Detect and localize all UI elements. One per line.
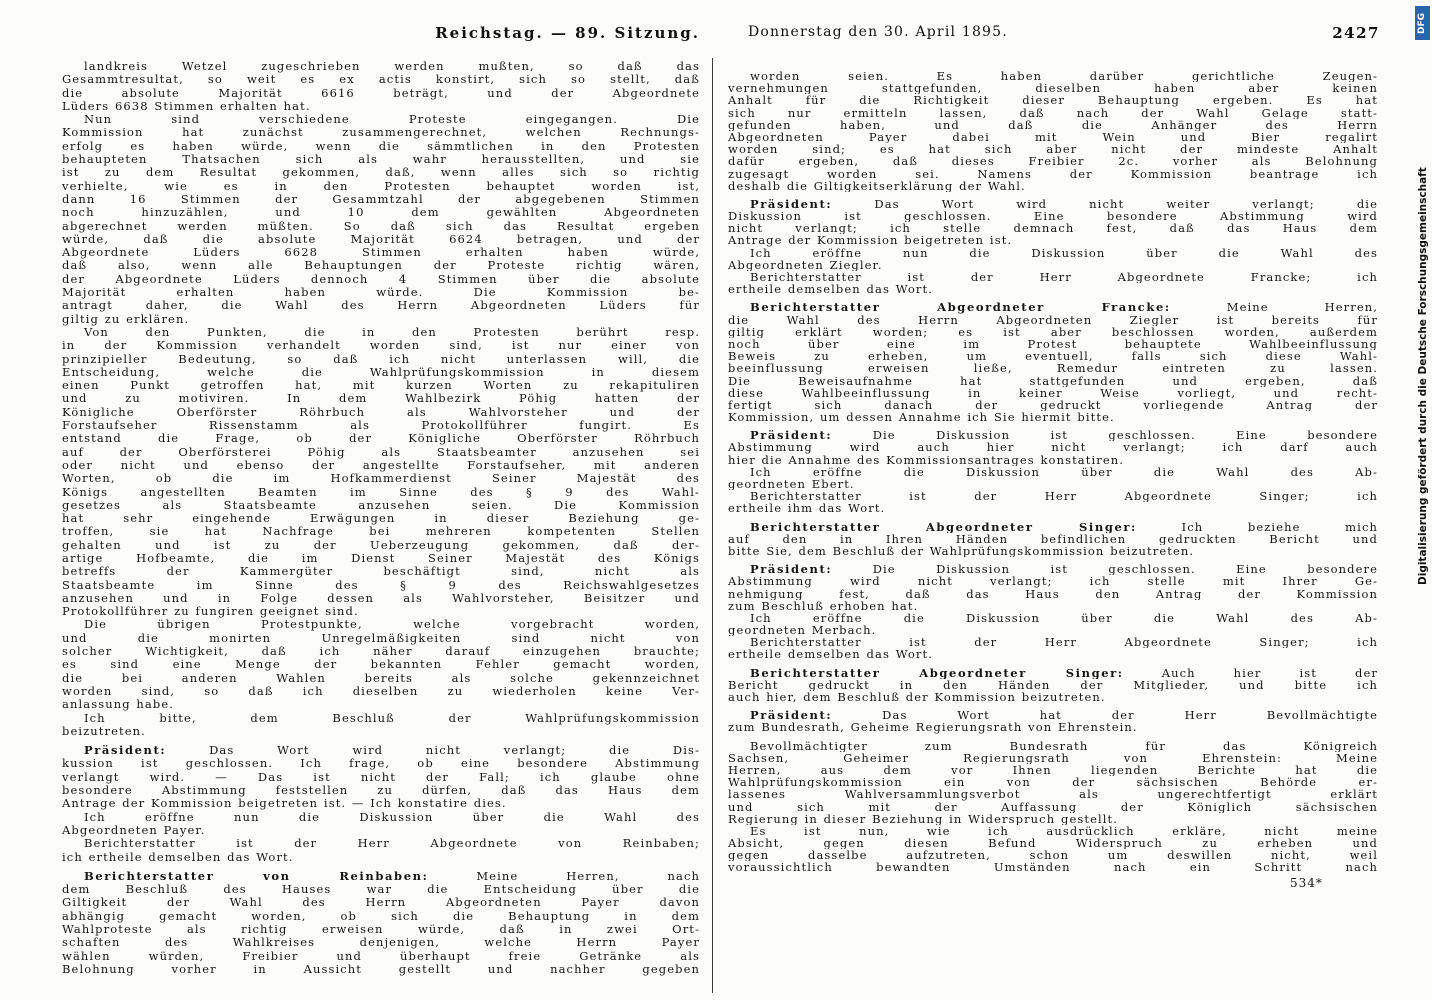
text-line: die bei anderen Wahlen bereits als solche gekennzeichnet: [62, 671, 700, 685]
speaker-name: Präsident:: [750, 709, 833, 722]
text-line: erfolg es haben würde, wenn die sämmtlichen in den Protesten: [62, 139, 700, 153]
text-line: fertigt sich danach der gedruckt vorliegende Antrag der: [728, 398, 1378, 412]
dfg-logo-icon: DFG: [1415, 6, 1430, 40]
paragraph: [62, 712, 700, 739]
text-line: wählen würden, Freibier und überhaupt freie Getränke als: [62, 949, 700, 963]
text-line: daß also, wenn alle Behauptungen der Proteste richtig wären,: [62, 259, 700, 273]
text-line: geordneten Ebert.: [728, 478, 855, 491]
speaker-name: Berichterstatter Abgeordneter Singer:: [750, 666, 1124, 679]
text-line: Belohnung vorher in Aussicht gestellt und nachher gegeben: [62, 962, 700, 976]
text-line: [728, 709, 1378, 721]
digitization-credit: Digitalisierung gefördert durch die Deutsche Forschungsgemeinschaft: [1417, 167, 1429, 585]
text-line: entstand die Frage, ob der Königliche Oberförster Röhrbuch: [62, 432, 700, 446]
text-column-left: [62, 60, 700, 976]
speech-paragraph: [728, 740, 1378, 825]
text-line: beizutreten.: [62, 724, 146, 738]
text-line: oder nicht und ebenso der angestellte Forstaufseher, mit anderen: [62, 458, 700, 472]
text-line: behaupteten Thatsachen sich als wahr herausstellten, und sie: [62, 153, 700, 167]
text-line: schaften des Wahlkreises denjenigen, welche Herrn Payer: [62, 936, 700, 950]
text-line: noch hinzuzählen, und 10 dem gewählten Abgeordneten: [62, 206, 700, 220]
text-line: giltig zu erklären.: [62, 312, 190, 326]
text-line: kussion ist geschlossen. Ich frage, ob eine besondere Abstimmung: [62, 757, 700, 771]
text-line: Ich eröffne nun die Diskussion über die Wahl des: [750, 246, 1378, 259]
text-line: nicht verlangt; ich stelle demnach fest, daß das Haus dem: [728, 222, 1378, 235]
text-line: beeinflussung erweisen ließe, Remedur eintreten zu lassen.: [728, 362, 1378, 375]
text-line: Berichterstatter ist der Herr Abgeordnete Francke; ich: [750, 271, 1378, 284]
paragraph: [728, 825, 1378, 874]
speaker-name: Präsident:: [84, 744, 167, 758]
text-line: der Abgeordnete Lüders dennoch 4 Stimmen über die absolute: [62, 272, 700, 286]
paragraph: [728, 271, 1378, 295]
text-line: einen Punkt getroffen hat, mit kurzen Worten zu rekapituliren: [62, 379, 700, 393]
text-line: würde, daß die absolute Majorität 6624 betragen, und der: [62, 232, 700, 246]
text-line: Antrage der Kommission beigetreten ist.: [728, 234, 1013, 247]
paragraph: [728, 490, 1378, 514]
text-line: zum Bundesrath, Geheime Regierungsrath von Ehrenstein.: [728, 721, 1138, 734]
speech-paragraph: [728, 198, 1378, 247]
speech-paragraph: [728, 563, 1378, 612]
speech-text: Das Wort wird nicht weiter verlangt; die: [874, 197, 1378, 211]
text-line: Abstimmung wird nicht verlangt; ich stelle mit Ihrer Ge-: [728, 575, 1378, 588]
text-line: abgerechnet werden müßten. So daß sich das Resultat ergeben: [62, 219, 700, 233]
text-line: sich nur ermitteln lassen, daß nach der Wahl Gelage statt-: [728, 106, 1378, 119]
text-line: Nun sind verschiedene Proteste eingegangen. Die: [84, 113, 700, 127]
paragraph: [62, 618, 700, 711]
text-line: nehmigung fest, daß das Haus den Antrag der Kommission: [728, 587, 1378, 600]
speech-text: Das Wort hat der Herr Bevollmächtigte: [882, 709, 1378, 722]
text-line: Ich bitte, dem Beschluß der Wahlprüfungskommission: [84, 711, 700, 725]
speaker-name: Präsident:: [750, 197, 833, 211]
text-line: hat sehr eingehende Erwägungen in dieser Beziehung ge-: [62, 512, 700, 526]
text-line: gefunden haben, und daß die Anhänger des Herrn: [728, 118, 1378, 131]
text-line: noch über eine im Protest behauptete Wahlbeeinflussung: [728, 337, 1378, 351]
text-line: Worten, ob die im Hofkammerdienst Seiner Majestät des: [62, 472, 700, 486]
text-line: Ich eröffne die Diskussion über die Wahl des Ab-: [750, 465, 1378, 478]
text-line: auf der Oberförsterei Pöhig als Staatsbeamter anzusehen sei: [62, 445, 700, 459]
text-line: anlassung habe.: [62, 698, 175, 712]
text-line: Giltigkeit der Wahl des Herrn Abgeordneten Payer davon: [62, 896, 700, 910]
text-line: gehalten und ist zu der Ueberzeugung gekommen, daß der-: [62, 538, 700, 552]
paragraph: [728, 636, 1378, 660]
speaker-name: Präsident:: [750, 429, 833, 442]
text-line: hier die Annahme des Kommissionsantrages konstatiren.: [728, 453, 1125, 466]
text-line: [728, 429, 1378, 441]
speech-paragraph: [62, 870, 700, 976]
page-number: 2427: [1332, 24, 1380, 42]
text-line: Wahlprüfungskommission ein von der sächsischen Behörde er-: [728, 776, 1378, 789]
text-line: Königliche Oberförster Röhrbuch als Wahlvorsteher und der: [62, 405, 700, 419]
text-line: Herren, aus dem vor Ihnen liegenden Berichte hat die: [728, 763, 1378, 777]
text-line: verhielte, wie es in den Protesten behauptet worden ist,: [62, 179, 700, 193]
text-line: Lüders 6638 Stimmen erhalten hat.: [62, 99, 311, 113]
speech-text: Die Diskussion ist geschlossen. Eine besondere: [872, 563, 1378, 576]
text-line: ertheile demselben das Wort.: [728, 648, 933, 661]
speech-paragraph: [62, 744, 700, 810]
speaker-name: Präsident:: [750, 563, 833, 576]
text-line: solcher Wichtigkeit, daß ich näher darauf einzugehen brauchte;: [62, 645, 700, 659]
text-line: betreffs der Kammergüter beschäftigt sind, nicht als: [62, 565, 700, 579]
text-line: vernehmungen stattgefunden, dieselben haben aber keinen: [728, 82, 1378, 95]
text-line: antragt daher, die Wahl des Herrn Abgeordneten Lüders für: [62, 299, 700, 313]
text-line: worden sind; es hat sich aber nicht der mindeste Anhalt: [728, 143, 1378, 156]
speech-text: Auch hier ist der: [1161, 666, 1378, 679]
paragraph: [728, 612, 1378, 636]
text-line: landkreis Wetzel zugeschrieben werden mußten, so daß das: [84, 60, 700, 73]
paragraph: [728, 247, 1378, 271]
text-line: in der Kommission verhandelt worden sind, ist nur einer von: [62, 339, 700, 353]
paragraph: [62, 811, 700, 838]
paragraph: [62, 326, 700, 619]
text-line: verlangt wird. — Das ist nicht der Fall; ich glaube ohne: [62, 770, 700, 784]
text-line: zugesagt worden sei. Namens der Kommission beantrage ich: [728, 167, 1378, 180]
paragraph: [62, 837, 700, 864]
text-line: dann 16 Stimmen der Gesammtzahl der abgegebenen Stimmen: [62, 192, 700, 206]
text-line: Die Beweisaufnahme hat stattgefunden und ergeben, daß: [728, 374, 1378, 387]
text-line: Ich eröffne die Diskussion über die Wahl des Ab-: [750, 611, 1378, 625]
text-line: Absicht, gegen diesen Befund Widerspruch zu erheben und: [728, 837, 1378, 850]
running-header-date: Donnerstag den 30. April 1895.: [748, 24, 1008, 40]
speech-text: Meine Herren, nach: [476, 869, 700, 883]
text-line: Antrage der Kommission beigetreten ist. — Ich konstatire dies.: [62, 797, 507, 811]
text-line: Protokollführer zu fungiren geeignet sind.: [62, 605, 359, 619]
text-line: Forstaufseher Rissenstamm als Protokollführer fungirt. Es: [62, 419, 700, 433]
text-line: [728, 563, 1378, 575]
text-line: Bevollmächtigter zum Bundesrath für das Königreich: [750, 739, 1378, 752]
text-line: giltig erklärt worden; es ist aber beschlossen worden, außerdem: [728, 325, 1378, 338]
column-divider: [712, 58, 713, 993]
text-line: die Wahl des Herrn Abgeordneten Ziegler ist bereits für: [728, 313, 1378, 326]
speech-paragraph: [728, 301, 1378, 423]
text-line: [728, 667, 1378, 679]
text-line: lassenes Wahlversammlungsverbot als ungerechtfertigt erklärt: [728, 788, 1378, 801]
text-line: und die monirten Unregelmäßigkeiten sind nicht von: [62, 631, 700, 645]
text-line: Abgeordnete Lüders 6628 Stimmen erhalten haben würde,: [62, 246, 700, 260]
text-line: [728, 521, 1378, 533]
text-line: Entscheidung, welche die Wahlprüfungskommission in diesem: [62, 365, 700, 379]
paragraph: [62, 60, 700, 113]
text-line: [62, 870, 700, 883]
text-line: Abstimmung wird auch hier nicht verlangt; ich darf auch: [728, 441, 1378, 454]
text-line: Kommission, um dessen Annahme ich Sie hiermit bitte.: [728, 411, 1115, 424]
text-line: worden sind, so daß ich dieselben zu wiederholen keine Ver-: [62, 684, 700, 698]
text-line: gegen dasselbe aufzutreten, schon um deswillen nicht, weil: [728, 849, 1378, 862]
speech-paragraph: [728, 667, 1378, 704]
running-header-title: Reichstag. — 89. Sitzung.: [435, 24, 700, 42]
text-line: Gesammtresultat, so weit es ex actis konstirt, sich so stellt, daß: [62, 73, 700, 87]
text-line: Abgeordneten Payer dabei mit Wein und Bier regalirt: [728, 130, 1378, 144]
speech-paragraph: [728, 521, 1378, 558]
text-line: auf den in Ihren Händen befindlichen gedruckten Bericht und: [728, 532, 1378, 545]
text-line: Anhalt für die Richtigkeit dieser Behauptung ergeben. Es hat: [728, 94, 1378, 107]
text-line: Kommission hat zunächst zusammengerechnet, welchen Rechnungs-: [62, 126, 700, 140]
text-line: deshalb die Giltigkeitserklärung der Wahl.: [728, 179, 1026, 192]
text-line: und sich mit der Auffassung der Königlich sächsischen: [728, 800, 1378, 813]
paragraph: [728, 70, 1378, 192]
text-line: gesetzes als Staatsbeamte anzusehen seien. Die Kommission: [62, 498, 700, 512]
paragraph: [62, 113, 700, 326]
text-line: [62, 744, 700, 757]
text-line: anzusehen und in Folge dessen als Wahlvorsteher, Beisitzer und: [62, 591, 700, 605]
speech-text: Die Diskussion ist geschlossen. Eine besondere: [872, 429, 1378, 442]
text-line: Abgeordneten Ziegler.: [728, 258, 883, 271]
text-line: Staatsbeamte im Sinne des § 9 des Reichswahlgesetzes: [62, 578, 700, 592]
text-line: Diskussion ist geschlossen. Eine besondere Abstimmung wird: [728, 210, 1378, 223]
text-line: Ich eröffne nun die Diskussion über die Wahl des: [84, 810, 700, 824]
text-line: worden seien. Es haben darüber gerichtliche Zeugen-: [750, 70, 1378, 83]
text-line: Abgeordneten Payer.: [62, 823, 206, 837]
text-line: Wahlproteste als richtig erweisen würde, daß in zwei Ort-: [62, 923, 700, 936]
text-line: und zu motiviren. In dem Wahlbezirk Pöhig hatten der: [62, 392, 700, 406]
text-line: Berichterstatter ist der Herr Abgeordnete von Reinbaben;: [84, 837, 700, 851]
text-line: Die übrigen Protestpunkte, welche vorgebracht worden,: [84, 618, 700, 632]
text-line: Von den Punkten, die in den Protesten berührt resp.: [84, 325, 700, 339]
speaker-name: Berichterstatter von Reinbaben:: [84, 869, 429, 883]
speaker-name: Berichterstatter Abgeordneter Singer:: [750, 520, 1137, 533]
text-line: Berichterstatter ist der Herr Abgeordnete Singer; ich: [750, 636, 1378, 649]
text-line: voraussichtlich bewandten Umständen nach ein Schritt nach: [728, 861, 1378, 874]
text-line: dem Beschluß des Hauses war die Entscheidung über die: [62, 883, 700, 897]
text-line: auch hier, dem Beschluß der Kommission beizutreten.: [728, 691, 1106, 704]
sheet-signature: 534*: [1290, 876, 1323, 890]
text-line: die absolute Majorität 6616 beträgt, und der Abgeordnete: [62, 86, 700, 100]
speech-text: Das Wort wird nicht verlangt; die Dis-: [209, 744, 700, 758]
text-line: besondere Abstimmung feststellen zu dürfen, daß das Haus dem: [62, 784, 700, 798]
text-line: Berichterstatter ist der Herr Abgeordnete Singer; ich: [750, 490, 1378, 503]
text-column-right: [728, 70, 1378, 874]
text-line: prinzipieller Bedeutung, so daß ich nicht unterlassen will, die: [62, 352, 700, 366]
text-line: bitte Sie, dem Beschluß der Wahlprüfungskommission beizutreten.: [728, 544, 1195, 558]
text-line: Es ist nun, wie ich ausdrücklich erkläre, nicht meine: [750, 824, 1378, 838]
text-line: es sind eine Menge der bekannten Fehler gemacht worden,: [62, 658, 700, 672]
text-line: troffen, sie hat Nachfrage bei mehreren kompetenten Stellen: [62, 525, 700, 539]
text-line: ertheile demselben das Wort.: [728, 283, 933, 296]
speech-paragraph: [728, 429, 1378, 466]
speech-text: Meine Herren,: [1226, 301, 1378, 314]
paragraph: [728, 466, 1378, 490]
text-line: ich ertheile demselben das Wort.: [62, 850, 294, 864]
text-line: [728, 301, 1378, 313]
text-line: Beweis zu erheben, um eventuell, falls sich diese Wahl-: [728, 350, 1378, 363]
text-line: Majorität erhalten haben würde. Die Kommission be-: [62, 286, 700, 300]
text-line: Regierung in dieser Beziehung in Widerspruch gestellt.: [728, 812, 1119, 825]
text-line: zum Beschluß erhoben hat.: [728, 599, 919, 612]
speech-paragraph: [728, 709, 1378, 733]
text-line: ertheile ihm das Wort.: [728, 502, 886, 515]
text-line: geordneten Merbach.: [728, 624, 877, 637]
text-line: diese Wahlbeeinflussung in keiner Weise vorliegt, und recht-: [728, 386, 1378, 399]
speech-text: Ich beziehe mich: [1181, 520, 1378, 533]
text-line: Sachsen, Geheimer Regierungsrath von Ehrenstein: Meine: [728, 751, 1378, 764]
text-line: [728, 198, 1378, 210]
text-line: artige Hofbeamte, die im Dienst Seiner Majestät des Königs: [62, 551, 700, 565]
text-line: Bericht gedruckt in den Händen der Mitglieder, und bitte ich: [728, 678, 1378, 691]
text-line: abhängig gemacht worden, ob sich die Behauptung in dem: [62, 909, 700, 923]
text-line: ist zu dem Resultat gekommen, daß, wenn alles sich so richtig: [62, 166, 700, 180]
speaker-name: Berichterstatter Abgeordneter Francke:: [750, 301, 1171, 314]
text-line: Königs angestellten Beamten im Sinne des § 9 des Wahl-: [62, 485, 700, 499]
text-line: dafür ergeben, daß dieses Freibier 2c. vorher als Belohnung: [728, 155, 1378, 168]
